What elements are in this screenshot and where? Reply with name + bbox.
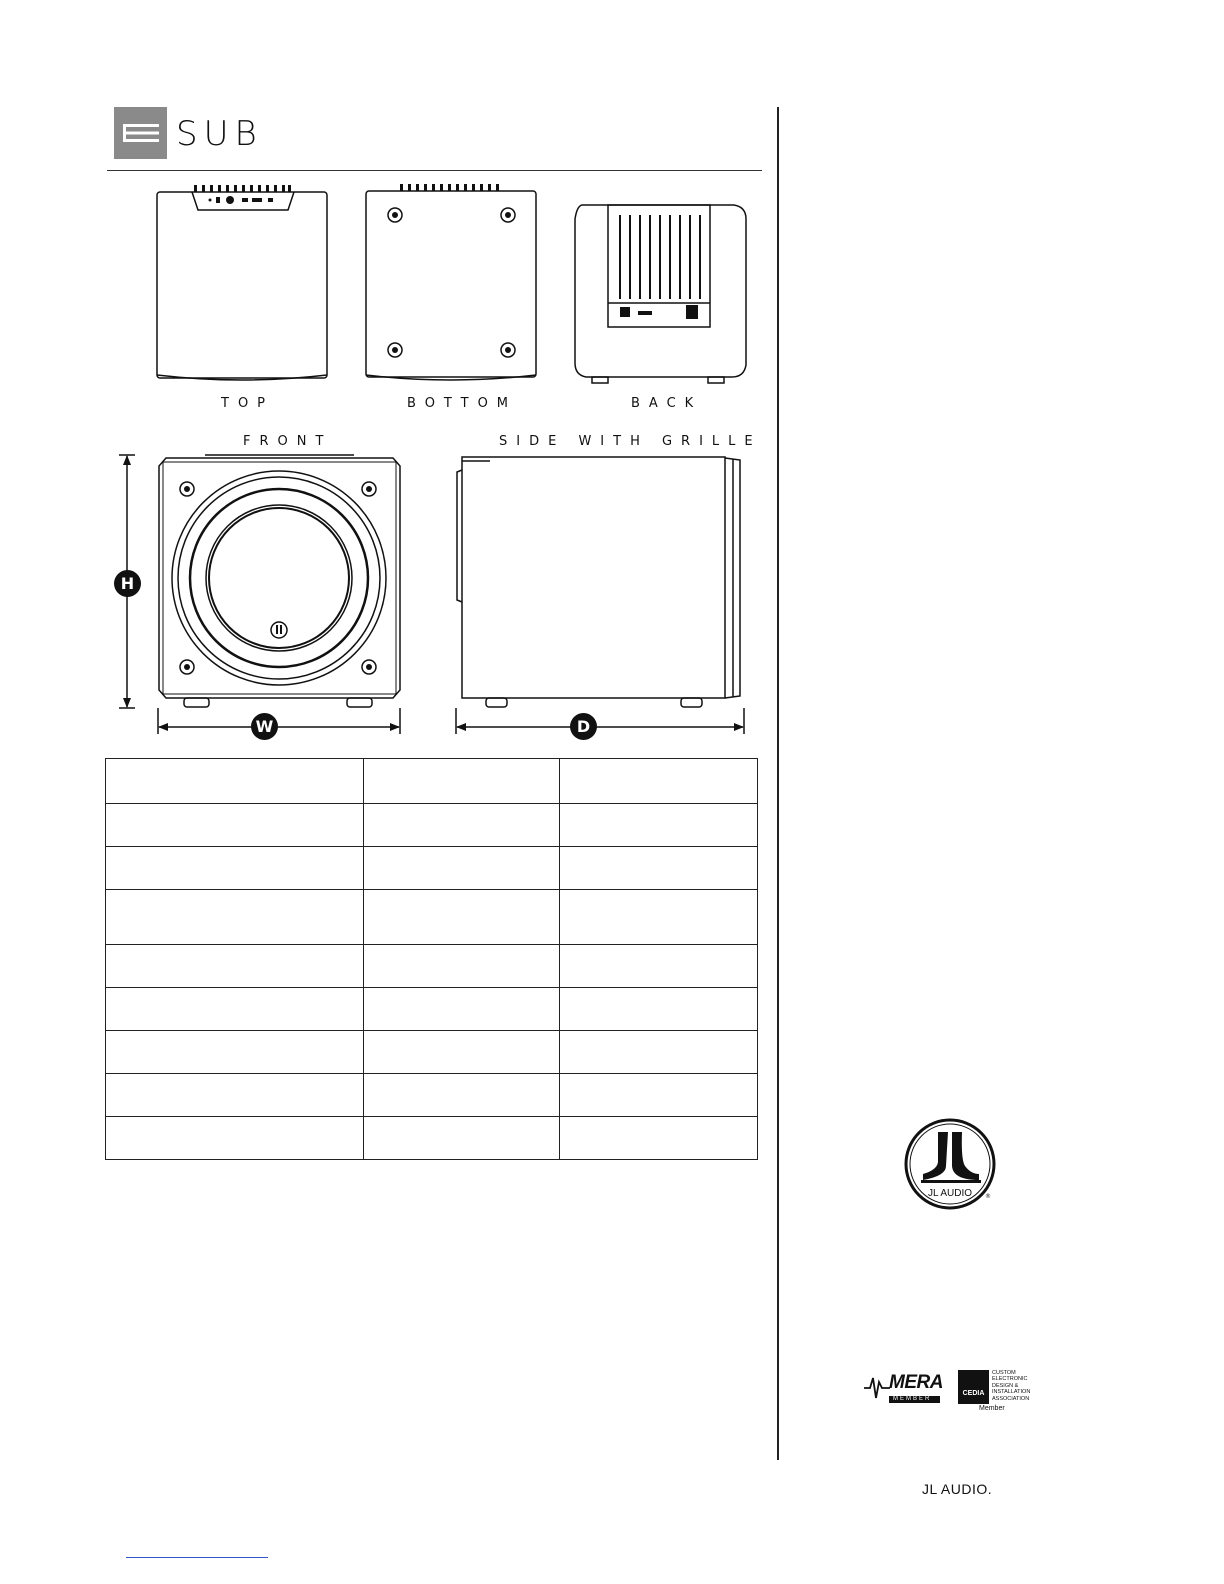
cedia-description [992, 1370, 1030, 1402]
table-cell [106, 1074, 364, 1117]
header-divider [107, 170, 762, 171]
back-view-label: BACK [631, 396, 703, 411]
mera-member-label: MEMBER [893, 1396, 932, 1402]
table-row [106, 759, 758, 804]
table-cell [560, 759, 758, 804]
table-cell [364, 804, 560, 847]
table-cell [106, 890, 364, 945]
mera-label: MERA [889, 1372, 943, 1393]
footer-link-underline[interactable] [126, 1557, 268, 1558]
front-view-label: FRONT [243, 434, 333, 449]
table-cell [106, 1031, 364, 1074]
table-row [106, 1031, 758, 1074]
front-view-drawing [108, 450, 408, 745]
width-marker [251, 713, 278, 740]
cedia-desc-line: INSTALLATION [992, 1389, 1031, 1396]
cedia-desc-line: DESIGN & [992, 1382, 1019, 1389]
table-row [106, 847, 758, 890]
table-cell [106, 847, 364, 890]
top-view-label: TOP [221, 396, 275, 411]
table-cell [560, 1074, 758, 1117]
bottom-view-label: BOTTOM [407, 396, 518, 411]
table-cell [364, 1031, 560, 1074]
mera-badge [864, 1372, 946, 1406]
table-cell [106, 1117, 364, 1160]
height-marker [114, 570, 141, 597]
cedia-desc-line: ELECTRONIC [992, 1376, 1028, 1383]
table-cell [560, 988, 758, 1031]
bottom-view-drawing [360, 180, 545, 390]
table-cell [106, 804, 364, 847]
depth-marker-text: D [576, 717, 591, 736]
table-row [106, 988, 758, 1031]
table-cell [364, 847, 560, 890]
table-row [106, 1117, 758, 1160]
column-divider [777, 107, 779, 1460]
table-row [106, 945, 758, 988]
table-cell [560, 804, 758, 847]
svg-text:®: ® [985, 1193, 991, 1200]
page-title: SUB [176, 114, 263, 154]
height-marker-text: H [120, 574, 135, 593]
spec-table [105, 758, 758, 1160]
logo-mark [114, 107, 167, 159]
cedia-desc-line: CUSTOM [992, 1370, 1016, 1376]
cedia-badge [958, 1370, 1048, 1414]
side-view-label: SIDE WITH GRILLE [499, 434, 762, 449]
table-cell [364, 945, 560, 988]
table-cell [364, 890, 560, 945]
table-cell [106, 759, 364, 804]
table-cell [106, 945, 364, 988]
table-cell [560, 945, 758, 988]
width-marker-text: W [255, 717, 274, 736]
back-view-drawing [568, 195, 753, 390]
jl-audio-logo-icon [903, 1118, 999, 1214]
depth-marker [570, 713, 597, 740]
table-cell [364, 759, 560, 804]
footer-brand: JL AUDIO. [922, 1481, 993, 1497]
table-cell [364, 1117, 560, 1160]
cedia-member-label: Member [979, 1405, 1005, 1412]
e-logo-icon [114, 107, 167, 159]
table-cell [560, 847, 758, 890]
table-cell [560, 1031, 758, 1074]
cedia-label: CEDIA [962, 1390, 985, 1397]
cedia-desc-line: ASSOCIATION [992, 1395, 1030, 1402]
cedia-box [958, 1370, 989, 1404]
table-row [106, 804, 758, 847]
top-view-drawing [150, 180, 335, 390]
table-row [106, 890, 758, 945]
table-row [106, 1074, 758, 1117]
jl-logo-text: JL AUDIO [927, 1188, 973, 1199]
table-cell [560, 1117, 758, 1160]
table-cell [106, 988, 364, 1031]
table-cell [364, 988, 560, 1031]
table-cell [364, 1074, 560, 1117]
table-cell [560, 890, 758, 945]
side-view-drawing [450, 450, 755, 745]
